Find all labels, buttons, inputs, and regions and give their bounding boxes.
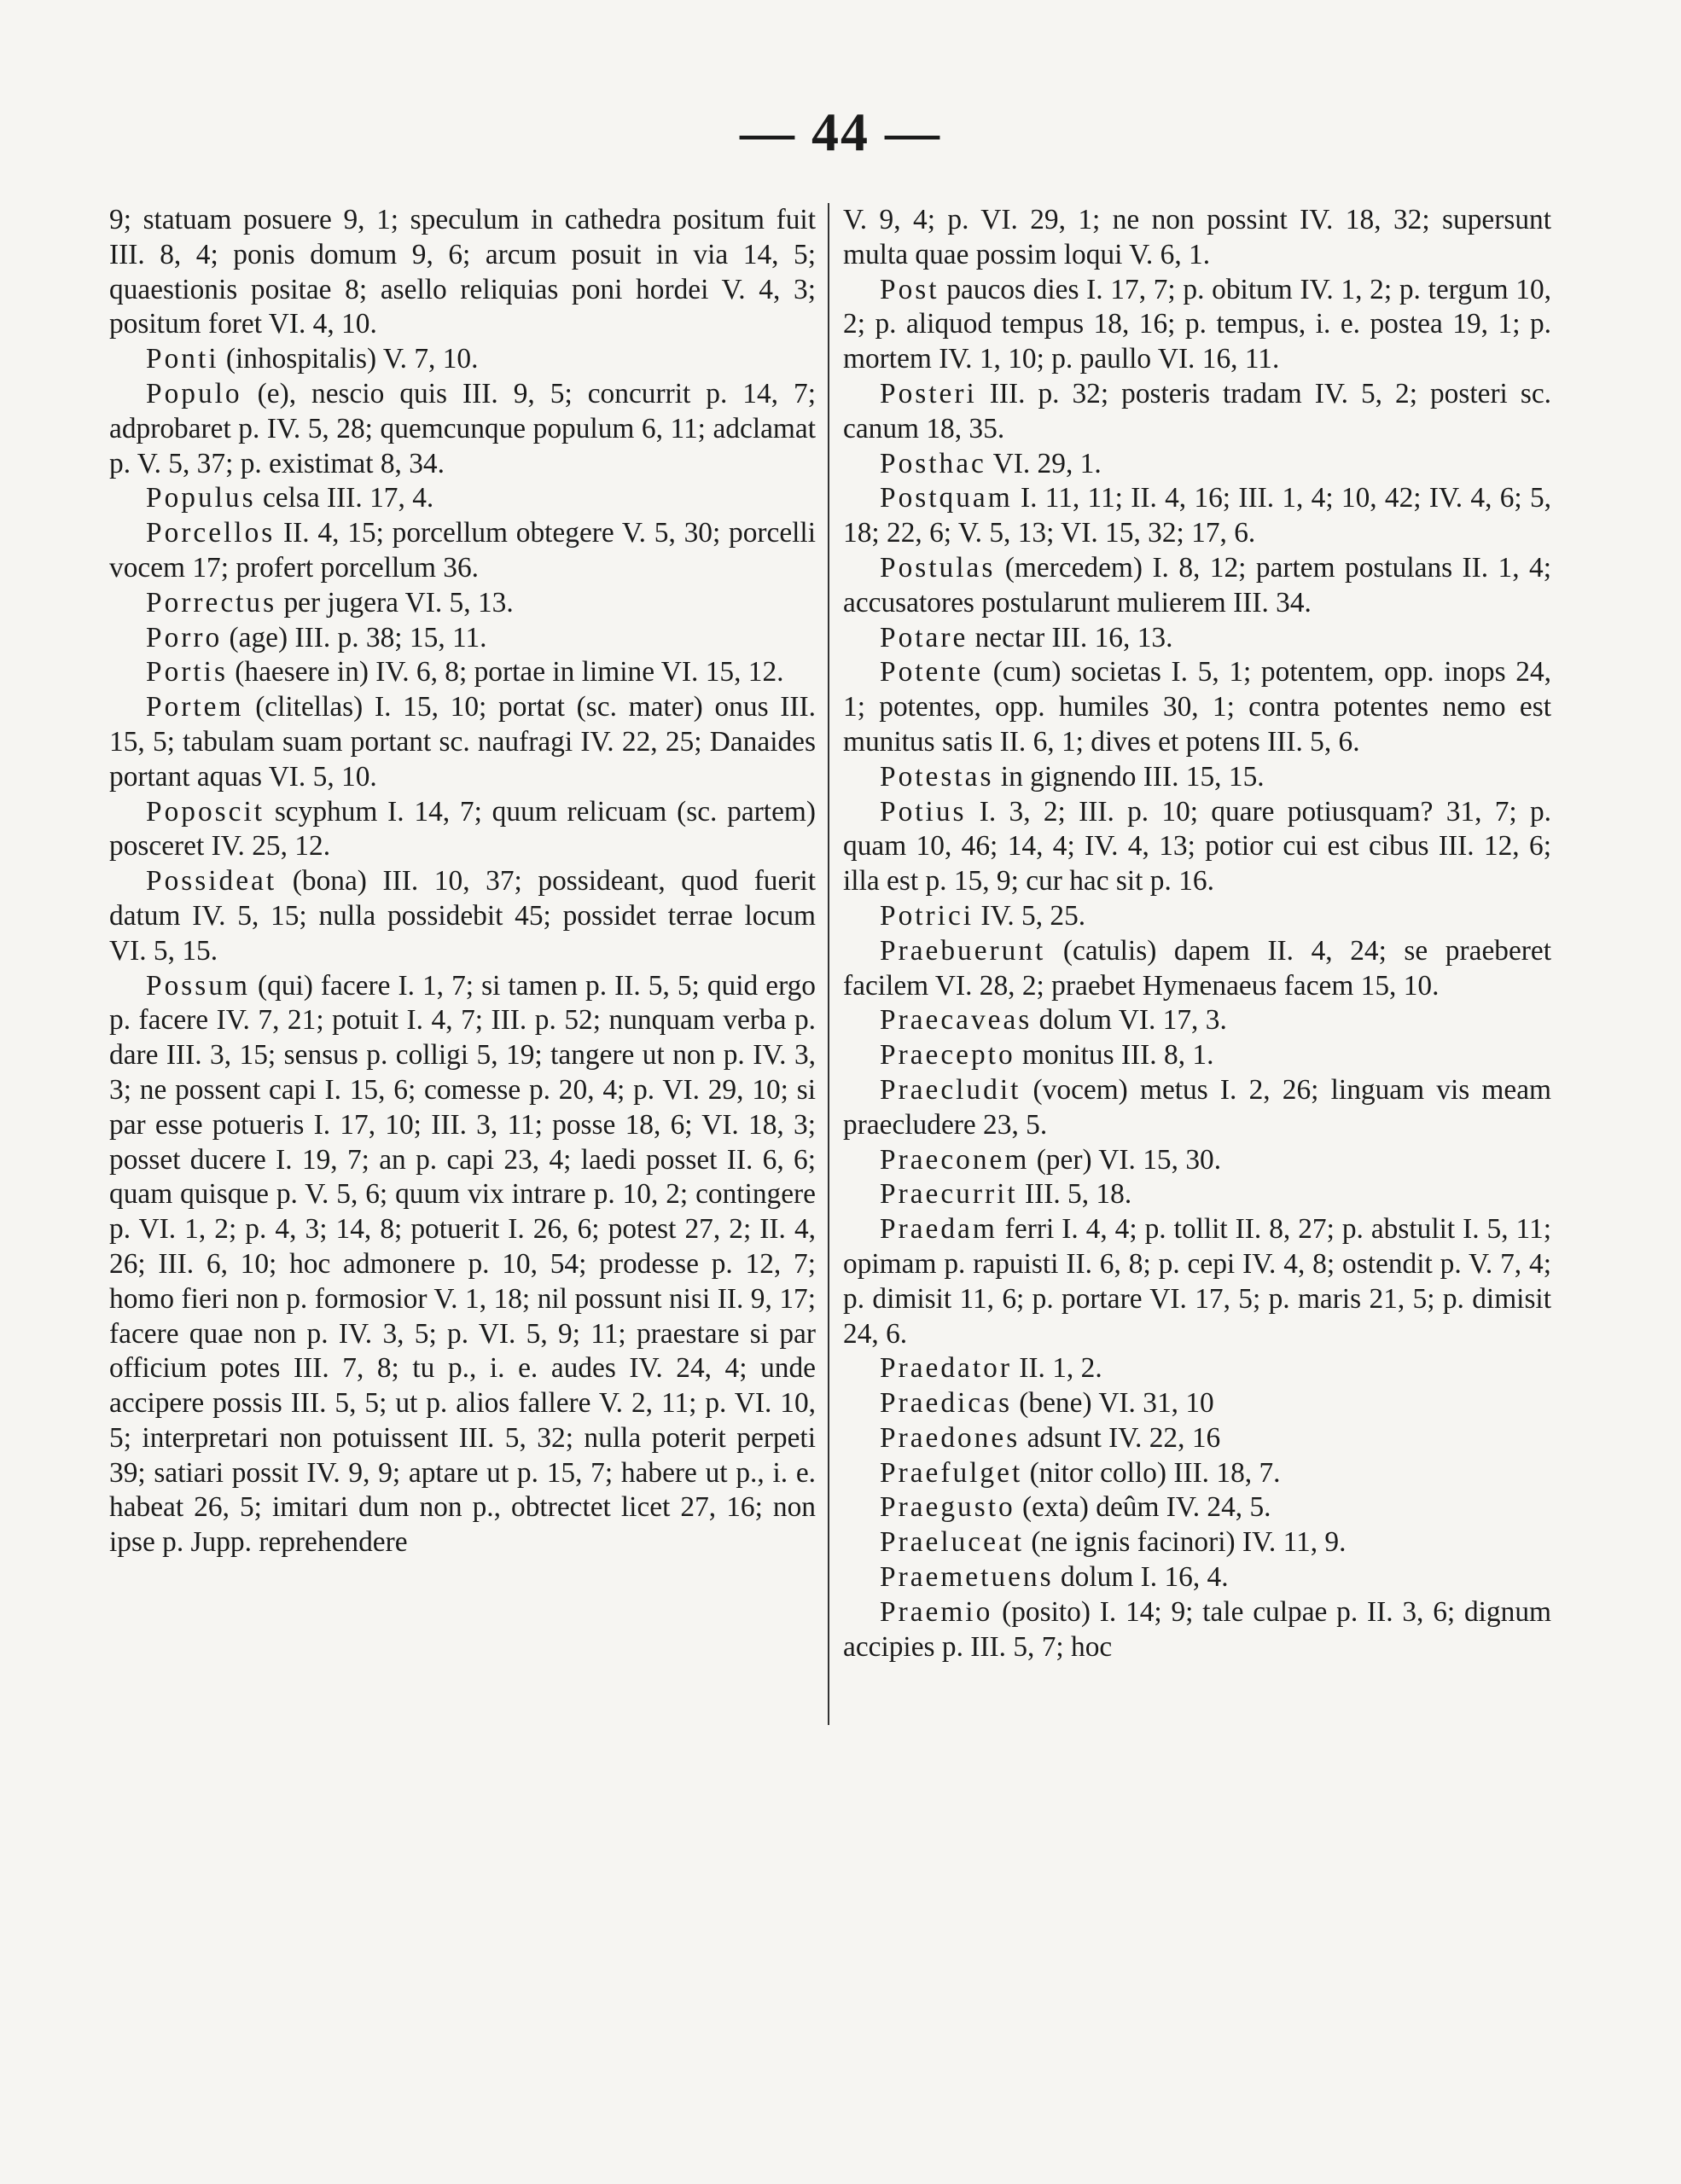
index-entry — [843, 621, 1551, 656]
entry-headword: Postulas — [880, 551, 996, 584]
entry-text: in gignendo III. 15, 15. — [993, 760, 1265, 793]
index-entry — [109, 690, 816, 794]
entry-headword: Praedones — [880, 1421, 1021, 1454]
left-column — [109, 203, 816, 1560]
entry-headword: Praeluceat — [880, 1526, 1025, 1559]
entry-text: (per) VI. 15, 30. — [1029, 1143, 1222, 1176]
entry-headword: Praecurrit — [880, 1178, 1018, 1211]
index-entry — [843, 1038, 1551, 1073]
index-entry — [109, 586, 816, 621]
entry-text: (catulis) dapem II. 4, 24; se praeberet facilem VI. 28, 2; praebet Hymenaeus facem 15, 10. — [843, 934, 1551, 1002]
entry-headword: Populus — [146, 482, 256, 514]
index-entry — [843, 377, 1551, 447]
entry-text: celsa III. 17, 4. — [255, 482, 434, 514]
entry-headword: Poposcit — [146, 795, 265, 828]
entry-headword: Post — [880, 273, 939, 305]
index-entry — [843, 551, 1551, 621]
index-entry — [843, 1212, 1551, 1351]
entry-headword: Praeconem — [880, 1143, 1030, 1176]
entry-headword: Potente — [880, 656, 984, 688]
index-entry — [843, 1421, 1551, 1456]
index-entry — [843, 1177, 1551, 1212]
index-entry — [109, 481, 816, 516]
index-entry — [843, 899, 1551, 934]
entry-text: dolum I. 16, 4. — [1053, 1561, 1229, 1594]
index-entry — [109, 342, 816, 377]
entry-text: III. 5, 18. — [1017, 1178, 1132, 1211]
entry-text: (bene) VI. 31, 10 — [1011, 1387, 1214, 1420]
entry-headword: Praemio — [880, 1595, 993, 1628]
index-entry — [843, 1525, 1551, 1560]
entry-headword: Praecepto — [880, 1039, 1015, 1072]
index-entry — [843, 1560, 1551, 1595]
index-entry — [843, 273, 1551, 377]
entry-headword: Porro — [146, 621, 223, 653]
entry-text: (mercedem) I. 8, 12; partem postulans II. 1, 4; accusatores postularunt mulierem III. 34. — [843, 551, 1551, 619]
entry-headword: Populo — [146, 377, 242, 410]
index-entry — [843, 203, 1551, 273]
entry-headword: Potrici — [880, 899, 974, 932]
entry-text: scyphum I. 14, 7; quum relicuam (sc. partem) posceret IV. 25, 12. — [109, 795, 816, 863]
index-entry — [109, 377, 816, 481]
entry-headword: Porcellos — [146, 517, 276, 549]
entry-headword: Praecaveas — [880, 1004, 1032, 1037]
entry-headword: Praegusto — [880, 1491, 1015, 1524]
entry-headword: Praedator — [880, 1352, 1012, 1385]
index-entry — [843, 1073, 1551, 1143]
entry-headword: Praebuerunt — [880, 934, 1046, 967]
index-entry — [109, 203, 816, 342]
entry-headword: Portis — [146, 656, 228, 688]
right-column — [843, 203, 1551, 1664]
entry-text: adsunt IV. 22, 16 — [1020, 1421, 1221, 1454]
entry-text: I. 11, 11; II. 4, 16; III. 1, 4; 10, 42; IV. 4, 6; 5, 18; 22, 6; V. 5, 13; VI. 15, 32; 17, 6. — [843, 482, 1551, 549]
entry-text: (cum) societas I. 5, 1; potentem, opp. inops 24, 1; potentes, opp. humiles 30, 1; contra potentes nemo est munitus satis II. 6, 1; dives et potens III. 5, 6. — [843, 656, 1551, 758]
entry-headword: Portem — [146, 691, 244, 723]
entry-text: ferri I. 4, 4; p. tollit II. 8, 27; p. abstulit I. 5, 11; opimam p. rapuisti II. 6, 8; p. cepi IV. 4, 8; ostendit p. V. 7, 4; p. dimisit 11, 6; p. portare VI. 17, 5; p. maris 21, 5; p. dimisit 24, 6. — [843, 1213, 1551, 1350]
entry-text: (ne ignis facinori) IV. 11, 9. — [1024, 1526, 1347, 1559]
index-entry — [843, 447, 1551, 482]
entry-headword: Porrectus — [146, 586, 277, 619]
entry-headword: Potestas — [880, 760, 994, 793]
entry-text: (exta) deûm IV. 24, 5. — [1015, 1491, 1271, 1524]
index-entry — [109, 795, 816, 865]
entry-text: I. 3, 2; III. p. 10; quare potiusquam? 31, 7; p. quam 10, 46; 14, 4; IV. 4, 13; potior cui est cibus III. 12, 6; illa est p. 15, 9; cur hac sit p. 16. — [843, 795, 1551, 897]
entry-headword: Possideat — [146, 865, 277, 897]
entry-text: IV. 5, 25. — [974, 899, 1086, 932]
index-entry — [843, 1595, 1551, 1665]
index-entry — [843, 795, 1551, 899]
entry-text: (qui) facere I. 1, 7; si tamen p. II. 5, 5; quid ergo p. facere IV. 7, 21; potuit I. 4, 7; III. p. 52; nunquam verba p. dare III. 3, 15; sensus p. colligi 5, 19; tangere ut non p. IV. 3, 3; ne possent capi I. 15, 6; comesse p. 20, 4; p. VI. 29, 10; si par esse potueris I. 17, 10; III. 3, 11; posse 18, 6; VI. 18, 3; posset ducere I. 19, 7; an p. capi 23, 4; laedi posset II. 6, 6; quam quisque p. V. 5, 6; quum vix intrare p. 10, 2; contingere p. VI. 1, 2; p. 4, 3; 14, 8; potuerit I. 26, 6; potest 27, 2; II. 4, 26; III. 6, 10; hoc admonere p. 10, 54; prodesse p. 12, 7; homo fieri non p. formosior V. 1, 18; nil possunt nisi II. 9, 17; facere quae non p. IV. 3, 5; p. VI. 5, 9; 11; praestare si par officium potes III. 7, 8; tu p., i. e. audes IV. 24, 4; unde accipere possis III. 5, 5; ut p. alios fallere V. 2, 11; p. VI. 10, 5; interpretari non potuissent III. 5, 32; nulla poterit perpeti 39; satiari possit IV. 9, 9; aptare ut p. 15, 7; habere ut p., i. e. habeat 26, 5; imitari dum non p., obtrectet licet 27, 16; non ipse p. Jupp. reprehendere — [109, 969, 816, 1559]
index-entry — [109, 864, 816, 968]
entry-headword: Ponti — [146, 343, 219, 375]
index-entry — [843, 655, 1551, 759]
entry-headword: Possum — [146, 969, 250, 1002]
entry-text: paucos dies I. 17, 7; p. obitum IV. 1, 2; p. tergum 10, 2; p. aliquod tempus 18, 16; p. tempus, i. e. postea 19, 1; p. mortem IV. 1, 10; p. paullo VI. 16, 11. — [843, 273, 1551, 375]
entry-headword: Posteri — [880, 377, 977, 410]
entry-text: 9; statuam posuere 9, 1; speculum in cathedra positum fuit III. 8, 4; ponis domum 9, 6; arcum posuit in via 14, 5; quaestionis positae 8; asello reliquias poni hordei V. 4, 3; positum foret VI. 4, 10. — [109, 204, 816, 340]
index-entry — [109, 516, 816, 586]
index-entry — [843, 760, 1551, 795]
entry-text: (inhospitalis) V. 7, 10. — [218, 343, 479, 375]
entry-headword: Potare — [880, 621, 968, 653]
entry-headword: Praedicas — [880, 1387, 1012, 1420]
index-entry — [843, 1490, 1551, 1525]
entry-text: (posito) I. 14; 9; tale culpae p. II. 3, 6; dignum accipies p. III. 5, 7; hoc — [843, 1595, 1551, 1663]
index-entry — [843, 481, 1551, 551]
index-entry — [843, 1003, 1551, 1038]
index-entry — [109, 969, 816, 1561]
entry-text: (vocem) metus I. 2, 26; linguam vis meam praecludere 23, 5. — [843, 1073, 1551, 1141]
page-number: — 44 — — [740, 102, 941, 162]
index-entry — [843, 1143, 1551, 1178]
entry-text: per jugera VI. 5, 13. — [276, 586, 514, 619]
entry-headword: Praefulget — [880, 1456, 1023, 1489]
index-entry — [843, 1386, 1551, 1421]
entry-headword: Praemetuens — [880, 1561, 1054, 1594]
entry-text: (clitellas) I. 15, 10; portat (sc. mater) onus III. 15, 5; tabulam suam portant sc. naufragi IV. 22, 25; Danaides portant aquas VI. 5, 10. — [109, 691, 816, 793]
entry-text: III. p. 32; posteris tradam IV. 5, 2; posteri sc. canum 18, 35. — [843, 377, 1551, 444]
index-entry — [109, 621, 816, 656]
index-entry — [843, 1351, 1551, 1386]
index-entry — [843, 934, 1551, 1004]
entry-text: (bona) III. 10, 37; possideant, quod fuerit datum IV. 5, 15; nulla possidebit 45; possidet terrae locum VI. 5, 15. — [109, 865, 816, 967]
entry-headword: Postquam — [880, 482, 1013, 514]
entry-text: (e), nescio quis III. 9, 5; concurrit p. 14, 7; adprobaret p. IV. 5, 28; quemcunque populum 6, 11; adclamat p. V. 5, 37; p. existimat 8, 34. — [109, 377, 816, 479]
entry-text: (haesere in) IV. 6, 8; portae in limine VI. 15, 12. — [227, 656, 784, 688]
entry-headword: Praedam — [880, 1213, 998, 1246]
entry-text: II. 4, 15; porcellum obtegere V. 5, 30; porcelli vocem 17; profert porcellum 36. — [109, 517, 816, 584]
entry-text: (age) III. p. 38; 15, 11. — [222, 621, 487, 653]
entry-text: VI. 29, 1. — [986, 447, 1102, 479]
entry-text: nectar III. 16, 13. — [968, 621, 1173, 653]
entry-text: dolum VI. 17, 3. — [1032, 1004, 1227, 1037]
index-entry — [843, 1456, 1551, 1491]
entry-text: V. 9, 4; p. VI. 29, 1; ne non possint IV. 18, 32; supersunt multa quae possim loqui V. 6, 1. — [843, 204, 1551, 270]
entry-text: II. 1, 2. — [1011, 1352, 1102, 1385]
entry-headword: Praecludit — [880, 1073, 1021, 1106]
entry-text: monitus III. 8, 1. — [1015, 1039, 1214, 1072]
entry-text: (nitor collo) III. 18, 7. — [1022, 1456, 1281, 1489]
entry-headword: Potius — [880, 795, 967, 828]
column-divider — [828, 203, 829, 1725]
entry-headword: Posthac — [880, 447, 986, 479]
index-entry — [109, 655, 816, 690]
